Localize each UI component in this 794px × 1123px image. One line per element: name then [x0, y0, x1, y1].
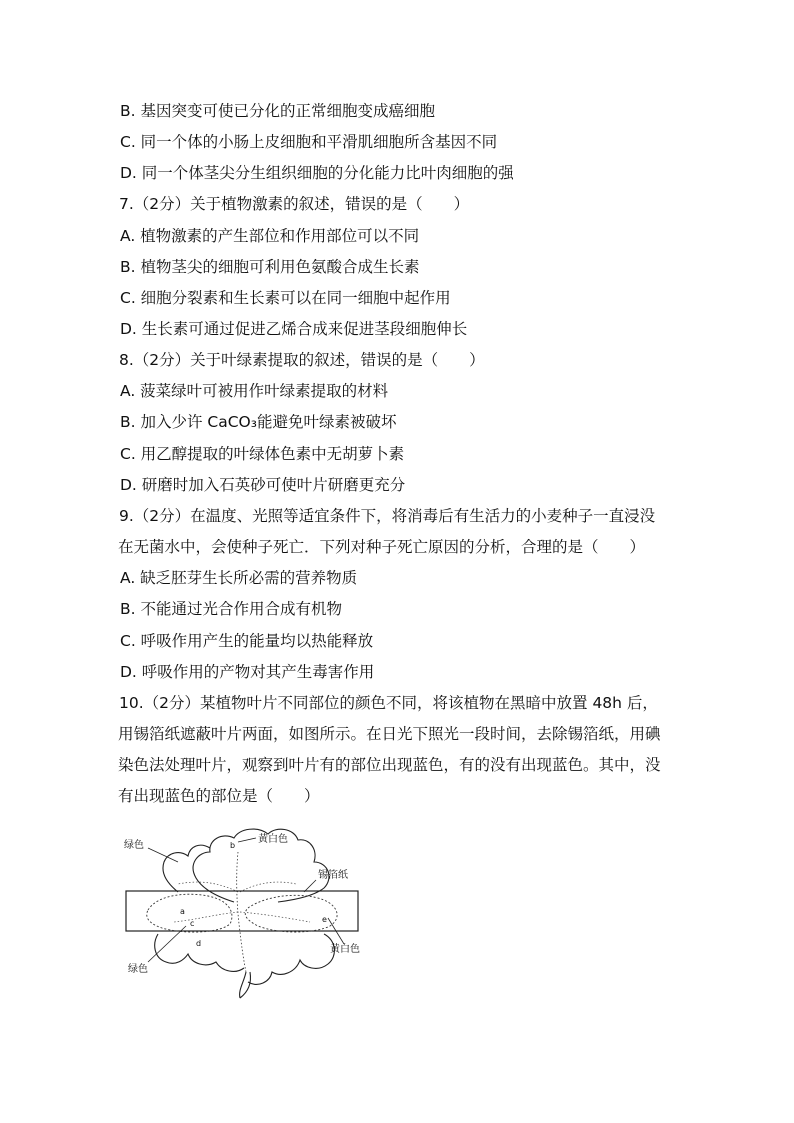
- q7-stem: 7.（2分）关于植物激素的叙述，错误的是（ ）: [119, 195, 470, 213]
- q6-option-b: B. 基因突变可使已分化的正常细胞变成癌细胞: [120, 102, 435, 120]
- q10-stem-line2: 用锡箔纸遮蔽叶片两面，如图所示。在日光下照光一段时间，去除锡箔纸，用碘: [118, 725, 661, 743]
- q10-stem-line1: 10.（2分）某植物叶片不同部位的颜色不同，将该植物在黑暗中放置 48h 后，: [119, 694, 658, 712]
- leaf-stem: [240, 972, 251, 998]
- q9-option-c: C. 呼吸作用产生的能量均以热能释放: [120, 632, 374, 650]
- q8-stem: 8.（2分）关于叶绿素提取的叙述，错误的是（ ）: [119, 351, 485, 369]
- label-yellow-white-top: 黄白色: [258, 834, 288, 845]
- pointer-green-top: [148, 848, 178, 862]
- q10-stem-line4: 有出现蓝色的部位是（ ）: [118, 787, 320, 805]
- q7-option-d: D. 生长素可通过促进乙烯合成来促进茎段细胞伸长: [120, 320, 468, 338]
- label-green-top: 绿色: [124, 840, 144, 851]
- foil-strip: [126, 891, 358, 931]
- q9-option-d: D. 呼吸作用的产物对其产生毒害作用: [120, 663, 375, 681]
- q7-option-a: A. 植物激素的产生部位和作用部位可以不同: [120, 227, 420, 245]
- q8-option-a: A. 菠菜绿叶可被用作叶绿素提取的材料: [120, 382, 389, 400]
- pointer-yellow-white-top: [238, 838, 256, 842]
- leaf-veins: [174, 882, 310, 922]
- yellow-white-region-right: [245, 895, 337, 932]
- point-b: b: [230, 841, 236, 850]
- q7-option-c: C. 细胞分裂素和生长素可以在同一细胞中起作用: [120, 289, 451, 307]
- q9-stem-line1: 9.（2分）在温度、光照等适宜条件下，将消毒后有生活力的小麦种子一直浸没: [119, 507, 656, 525]
- point-c: c: [190, 919, 195, 928]
- q9-option-a: A. 缺乏胚芽生长所必需的营养物质: [120, 569, 358, 587]
- q8-option-b: B. 加入少许 CaCO₃能避免叶绿素被破坏: [120, 413, 397, 431]
- q9-option-b: B. 不能通过光合作用合成有机物: [120, 600, 342, 618]
- leaf-diagram-figure: [118, 822, 380, 1000]
- point-d: d: [196, 939, 202, 948]
- label-green-bottom: 绿色: [128, 964, 148, 975]
- point-e: e: [322, 915, 327, 924]
- pointer-foil: [304, 880, 316, 892]
- q7-option-b: B. 植物茎尖的细胞可利用色氨酸合成生长素: [120, 258, 420, 276]
- q10-stem-line3: 染色法处理叶片，观察到叶片有的部位出现蓝色，有的没有出现蓝色。其中，没: [118, 756, 661, 774]
- q8-option-d: D. 研磨时加入石英砂可使叶片研磨更充分: [120, 476, 406, 494]
- point-a: a: [180, 907, 185, 916]
- q8-option-c: C. 用乙醇提取的叶绿体色素中无胡萝卜素: [120, 445, 405, 463]
- q9-stem-line2: 在无菌水中，会使种子死亡．下列对种子死亡原因的分析，合理的是（ ）: [118, 538, 646, 556]
- q6-option-d: D. 同一个体茎尖分生组织细胞的分化能力比叶肉细胞的强: [120, 164, 514, 182]
- label-yellow-white-right: 黄白色: [330, 944, 360, 955]
- q6-option-c: C. 同一个体的小肠上皮细胞和平滑肌细胞所含基因不同: [120, 133, 498, 151]
- label-foil: 锡箔纸: [318, 870, 348, 881]
